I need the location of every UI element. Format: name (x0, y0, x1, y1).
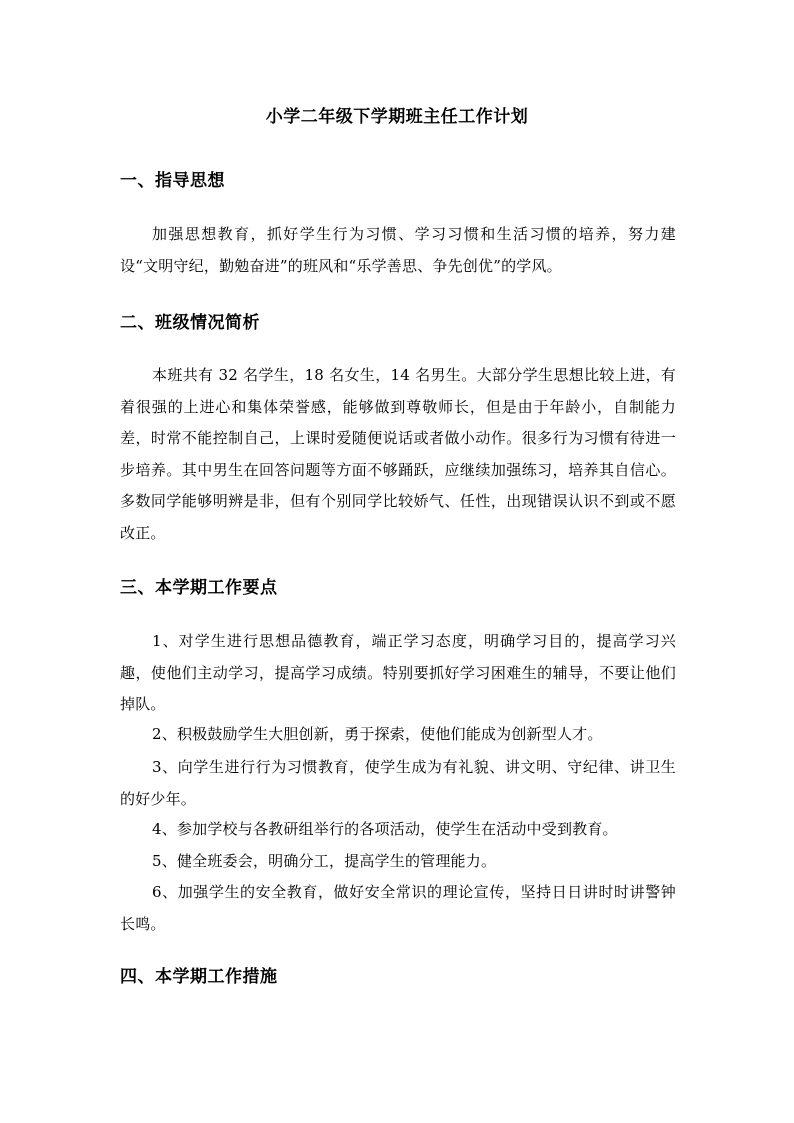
section-heading-guiding-ideology: 一、指导思想 (120, 171, 225, 191)
section-heading-measures: 四、本学期工作措施 (120, 967, 278, 987)
key-point-5: 5、健全班委会，明确分工，提高学生的管理能力。 (152, 852, 497, 870)
key-point-1: 1、对学生进行思想品德教育，端正学习态度，明确学习目的，提高学习兴趣，使他们主动学习，提高学习成绩。特别要抓好学习困难生的辅导，不要让他们掉队。 (120, 632, 676, 713)
section-heading-key-points: 三、本学期工作要点 (120, 578, 278, 598)
paragraph-guiding-ideology: 加强思想教育，抓好学生行为习惯、学习习惯和生活习惯的培养，努力建设“文明守纪，勤勉奋进”的班风和“乐学善思、争先创优”的学风。 (120, 225, 676, 275)
key-point-6: 6、加强学生的安全教育，做好安全常识的理论宣传，坚持日日讲时时讲警钟长鸣。 (120, 883, 676, 933)
key-point-4: 4、参加学校与各教研组举行的各项活动，使学生在活动中受到教育。 (152, 820, 618, 838)
document-title: 小学二年级下学期班主任工作计划 (265, 107, 529, 127)
paragraph-class-overview: 本班共有 32 名学生，18 名女生，14 名男生。大部分学生思想比较上进，有着很强的上进心和集体荣誉感，能够做到尊敬师长，但是由于年龄小，自制能力差，时常不能控制自己，上课时爱随便说话或者做小动作。很多行为习惯有待进一步培养。其中男生在回答问题等方面不够踊跃，应继续加强练习，培养其自信心。多数同学能够明辨是非，但有个别同学比较娇气、任性，出现错误认识不到或不愿改正。 (120, 366, 676, 542)
section-heading-class-overview: 二、班级情况简析 (120, 313, 260, 333)
key-point-2: 2、积极鼓励学生大胆创新，勇于探索，使他们能成为创新型人才。 (152, 725, 603, 743)
key-point-3: 3、向学生进行行为习惯教育，使学生成为有礼貌、讲文明、守纪律、讲卫生的好少年。 (120, 758, 676, 808)
